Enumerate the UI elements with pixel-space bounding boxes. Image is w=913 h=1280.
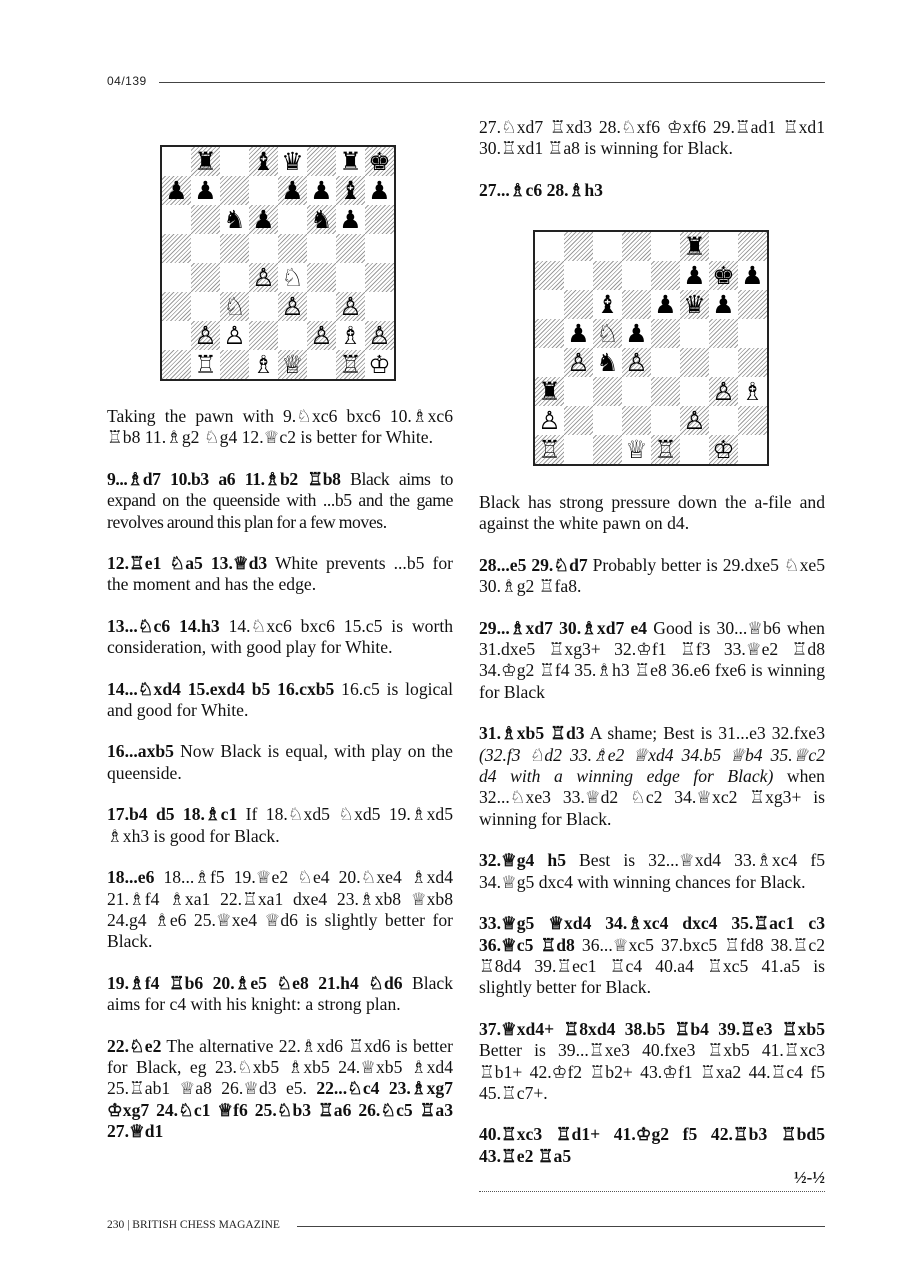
black-pawn-icon: ♟ <box>654 290 677 319</box>
annotation-paragraph <box>479 1124 825 1167</box>
white-rook-icon: ♖ <box>654 435 677 464</box>
move-text: 31.♗xb5 ♖d3 <box>479 723 585 744</box>
black-king-icon: ♚ <box>712 261 735 290</box>
chess-diagram-2 <box>533 230 769 466</box>
move-text: 32.♕g4 h5 <box>479 850 566 871</box>
annotation-paragraph <box>479 618 825 704</box>
white-pawn-icon: ♙ <box>339 292 362 321</box>
board-square <box>709 319 738 348</box>
annotation-paragraph <box>107 469 453 533</box>
white-pawn-icon: ♙ <box>223 321 246 350</box>
black-rook-icon: ♜ <box>683 232 706 261</box>
black-knight-icon: ♞ <box>310 205 333 234</box>
board-square <box>738 319 767 348</box>
move-text: 37.♕xd4+ ♖8xd4 38.b5 ♖b4 39.♖e3 ♖xb5 <box>479 1018 825 1039</box>
board-square <box>651 319 680 348</box>
white-pawn-icon: ♙ <box>567 348 590 377</box>
comment-text: Black has strong pressure down the a-file and against the white pawn on d4. <box>479 492 825 534</box>
board-square <box>593 377 622 406</box>
comment-text: White prevents ...b5 for the moment and has the edge. <box>107 553 453 595</box>
move-text: 40.♖xc3 ♖d1+ 41.♔g2 f5 42.♖b3 ♖bd5 43.♖e2 ♖a5 <box>479 1124 825 1166</box>
annotation-paragraph <box>107 1036 453 1143</box>
left-column <box>107 406 453 1143</box>
board-square <box>307 350 336 379</box>
comment-text: The alternative 22.♗xd6 ♖xd6 is better for Black, eg 23.♘xb5 ♗xb5 24.♕xb5 ♗xd4 25.♖ab1 ♕a8 26.♕d3 e5. <box>107 1035 453 1099</box>
comment-text: Good is 30...♕b6 when 31.dxe5 ♖xg3+ 32.♔f1 ♖f3 33.♕e2 ♖d8 34.♔g2 ♖f4 35.♗h3 ♖e8 36.e6 fxe6 is winning for Black <box>479 617 825 702</box>
board-square <box>622 377 651 406</box>
move-text: 13...♘c6 14.h3 <box>107 615 220 636</box>
board-square <box>365 205 394 234</box>
black-pawn-icon: ♟ <box>683 261 706 290</box>
comment-text: Taking the pawn with 9.♘xc6 bxc6 10.♗xc6 ♖b8 11.♗g2 ♘g4 12.♕c2 is better for White. <box>107 406 453 448</box>
white-pawn-icon: ♙ <box>625 348 648 377</box>
board-square <box>365 234 394 263</box>
black-bishop-icon: ♝ <box>252 147 275 176</box>
black-knight-icon: ♞ <box>596 348 619 377</box>
white-knight-icon: ♘ <box>596 319 619 348</box>
black-bishop-icon: ♝ <box>339 176 362 205</box>
header-rule <box>159 82 825 83</box>
board-square <box>564 406 593 435</box>
board-square <box>738 232 767 261</box>
white-queen-icon: ♕ <box>625 435 648 464</box>
annotation-paragraph <box>107 804 453 847</box>
board-square <box>365 292 394 321</box>
board-square <box>307 234 336 263</box>
board-square <box>191 263 220 292</box>
board-square <box>162 234 191 263</box>
page-number: 04/139 <box>107 74 147 88</box>
annotation-paragraph <box>479 1019 825 1105</box>
board-square <box>278 205 307 234</box>
comment-text: Now Black is equal, with play on the queenside. <box>107 741 453 783</box>
board-square <box>249 176 278 205</box>
board-square <box>278 234 307 263</box>
white-bishop-icon: ♗ <box>741 377 764 406</box>
annotation-paragraph <box>479 850 825 893</box>
comment-text: Black aims for c4 with his knight: a strong plan. <box>107 972 454 1015</box>
black-pawn-icon: ♟ <box>194 176 217 205</box>
annotation-paragraph <box>479 723 825 830</box>
black-pawn-icon: ♟ <box>281 176 304 205</box>
annotation-paragraph <box>479 555 825 598</box>
board-square <box>738 348 767 377</box>
board-square <box>162 292 191 321</box>
board-square <box>336 234 365 263</box>
comment-text: 27.♘xd7 ♖xd3 28.♘xf6 ♔xf6 29.♖ad1 ♖xd1 30.♖xd1 ♖a8 is winning for Black. <box>479 117 825 159</box>
board-square <box>535 348 564 377</box>
move-text: 19.♗f4 ♖b6 20.♗e5 ♘e8 21.h4 ♘d6 <box>107 972 403 993</box>
board-square <box>564 261 593 290</box>
board-square <box>564 290 593 319</box>
comment-text: 18...♗f5 19.♕e2 ♘e4 20.♘xe4 ♗xd4 21.♗f4 ♗xa1 22.♖xa1 dxe4 23.♗xb8 ♕xb8 24.g4 ♗e6 25.♕xe4 ♕d6 is slightly better for Black. <box>107 867 453 952</box>
board-square <box>249 321 278 350</box>
board-square <box>651 232 680 261</box>
move-text: 16...axb5 <box>107 741 174 762</box>
white-pawn-icon: ♙ <box>310 321 333 350</box>
white-pawn-icon: ♙ <box>538 406 561 435</box>
board-square <box>249 234 278 263</box>
board-square <box>651 261 680 290</box>
comment-text: Probably better is 29.dxe5 ♘xe5 30.♗g2 ♖fa8. <box>479 554 825 597</box>
board-square <box>738 435 767 464</box>
board-square <box>220 176 249 205</box>
board-square <box>651 348 680 377</box>
right-column-top <box>479 117 825 201</box>
move-text: 28...e5 29.♘d7 <box>479 554 588 575</box>
comment-text: (32.f3 ♘d2 33.♗e2 ♕xd4 34.b5 ♕b4 35.♕c2 d4 with a winning edge for Black) <box>479 744 825 787</box>
white-pawn-icon: ♙ <box>194 321 217 350</box>
black-pawn-icon: ♟ <box>625 319 648 348</box>
annotation-paragraph <box>107 553 453 596</box>
white-pawn-icon: ♙ <box>252 263 275 292</box>
annotation-paragraph <box>107 679 453 722</box>
board-square <box>738 406 767 435</box>
board-square <box>593 232 622 261</box>
move-text: 17.b4 d5 18.♗c1 <box>107 804 238 825</box>
black-pawn-icon: ♟ <box>368 176 391 205</box>
board-square <box>680 377 709 406</box>
white-pawn-icon: ♙ <box>712 377 735 406</box>
board-square <box>191 292 220 321</box>
board-square <box>593 406 622 435</box>
board-square <box>622 290 651 319</box>
black-rook-icon: ♜ <box>538 377 561 406</box>
black-queen-icon: ♛ <box>281 147 304 176</box>
black-pawn-icon: ♟ <box>712 290 735 319</box>
annotation-paragraph <box>107 406 453 449</box>
board-square <box>564 377 593 406</box>
page-header <box>107 74 825 90</box>
board-square <box>336 263 365 292</box>
board-square <box>307 263 336 292</box>
white-rook-icon: ♖ <box>538 435 561 464</box>
board-square <box>680 435 709 464</box>
white-rook-icon: ♖ <box>339 350 362 379</box>
black-king-icon: ♚ <box>368 147 391 176</box>
result-divider <box>479 1191 825 1192</box>
comment-text: Black aims to expand on the queenside with ...b5 and the game revolves around this plan for a few moves. <box>107 468 453 532</box>
white-queen-icon: ♕ <box>281 350 304 379</box>
move-text: 22.♘e2 <box>107 1035 162 1056</box>
black-knight-icon: ♞ <box>223 205 246 234</box>
white-bishop-icon: ♗ <box>252 350 275 379</box>
board-square <box>709 406 738 435</box>
white-king-icon: ♔ <box>712 435 735 464</box>
right-column-bottom <box>479 492 825 1192</box>
board-square <box>651 406 680 435</box>
comment-text: 14.♘xc6 bxc6 15.c5 is worth consideration, with good play for White. <box>107 615 454 658</box>
comment-text: A shame; Best is 31...e3 32.fxe3 <box>584 723 825 744</box>
white-king-icon: ♔ <box>368 350 391 379</box>
black-pawn-icon: ♟ <box>567 319 590 348</box>
board-square <box>564 435 593 464</box>
comment-text: when 32...♘xe3 33.♕d2 ♘c2 34.♕xc2 ♖xg3+ is winning for Black. <box>479 766 825 829</box>
comment-text: 36...♕xc5 37.bxc5 ♖fd8 38.♖c2 ♖8d4 39.♖ec1 ♖c4 40.a4 ♖xc5 41.a5 is slightly better for Black. <box>479 934 825 998</box>
move-text: 12.♖e1 ♘a5 13.♕d3 <box>107 553 268 574</box>
board-square <box>162 350 191 379</box>
white-pawn-icon: ♙ <box>368 321 391 350</box>
board-square <box>220 263 249 292</box>
chess-diagram-1 <box>160 145 396 381</box>
black-rook-icon: ♜ <box>339 147 362 176</box>
board-square <box>709 232 738 261</box>
annotation-paragraph <box>479 492 825 535</box>
board-square <box>622 261 651 290</box>
board-square <box>191 205 220 234</box>
page-footer <box>107 1219 825 1235</box>
black-bishop-icon: ♝ <box>596 290 619 319</box>
move-text: 29...♗xd7 30.♗xd7 e4 <box>479 617 648 638</box>
black-pawn-icon: ♟ <box>741 261 764 290</box>
board-square <box>220 234 249 263</box>
annotation-paragraph <box>107 973 453 1016</box>
board-square <box>535 319 564 348</box>
annotation-paragraph <box>479 180 825 201</box>
annotation-paragraph <box>107 867 453 953</box>
board-square <box>651 377 680 406</box>
board-square <box>535 232 564 261</box>
annotation-paragraph <box>479 117 825 160</box>
board-square <box>622 232 651 261</box>
black-pawn-icon: ♟ <box>310 176 333 205</box>
board-square <box>191 234 220 263</box>
move-text: 33.♕g5 ♕xd4 34.♗xc4 dxc4 35.♖ac1 c3 36.♕c5 ♖d8 <box>479 913 825 955</box>
board-square <box>162 205 191 234</box>
board-square <box>162 263 191 292</box>
board-square <box>249 292 278 321</box>
board-square <box>564 232 593 261</box>
comment-text: If 18.♘xd5 ♘xd5 19.♗xd5 ♗xh3 is good for Black. <box>107 804 453 846</box>
board-square <box>709 348 738 377</box>
white-knight-icon: ♘ <box>223 292 246 321</box>
move-text: 9...♗d7 10.b3 a6 11.♗b2 ♖b8 <box>107 468 341 489</box>
black-queen-icon: ♛ <box>683 290 706 319</box>
annotation-paragraph <box>107 741 453 784</box>
board-square <box>535 290 564 319</box>
board-square <box>622 406 651 435</box>
move-text: 27...♗c6 28.♗h3 <box>479 179 603 200</box>
white-bishop-icon: ♗ <box>339 321 362 350</box>
black-rook-icon: ♜ <box>194 147 217 176</box>
comment-text: Best is 32...♕xd4 33.♗xc4 f5 34.♕g5 dxc4 with winning chances for Black. <box>479 850 826 892</box>
game-result: ½-½ <box>793 1168 825 1188</box>
board-square <box>307 292 336 321</box>
black-pawn-icon: ♟ <box>165 176 188 205</box>
white-pawn-icon: ♙ <box>281 292 304 321</box>
annotation-paragraph <box>479 913 825 999</box>
board-square <box>365 263 394 292</box>
black-pawn-icon: ♟ <box>339 205 362 234</box>
board-square <box>162 321 191 350</box>
move-text: 22...♘c4 23.♗xg7 ♔xg7 24.♘c1 ♕f6 25.♘b3 ♖a6 26.♘c5 ♖a3 27.♕d1 <box>107 1078 453 1142</box>
board-square <box>220 350 249 379</box>
white-rook-icon: ♖ <box>194 350 217 379</box>
board-square <box>307 147 336 176</box>
footer-text: 230 | BRITISH CHESS MAGAZINE <box>107 1219 280 1231</box>
board-square <box>593 261 622 290</box>
board-square <box>162 147 191 176</box>
board-square <box>278 321 307 350</box>
board-square <box>535 261 564 290</box>
board-square <box>680 319 709 348</box>
white-knight-icon: ♘ <box>281 263 304 292</box>
move-text: 18...e6 <box>107 867 155 888</box>
board-square <box>680 348 709 377</box>
comment-text: 16.c5 is logical and good for White. <box>107 678 454 721</box>
footer-rule <box>297 1226 825 1227</box>
white-pawn-icon: ♙ <box>683 406 706 435</box>
black-pawn-icon: ♟ <box>252 205 275 234</box>
annotation-paragraph <box>107 616 453 659</box>
board-square <box>593 435 622 464</box>
move-text: 14...♘xd4 15.exd4 b5 16.cxb5 <box>107 678 335 699</box>
board-square <box>220 147 249 176</box>
board-square <box>738 290 767 319</box>
comment-text: Better is 39...♖xe3 40.fxe3 ♖xb5 41.♖xc3 ♖b1+ 42.♔f2 ♖b2+ 43.♔f1 ♖xa2 44.♖c4 f5 45.♖c7+. <box>479 1040 825 1103</box>
